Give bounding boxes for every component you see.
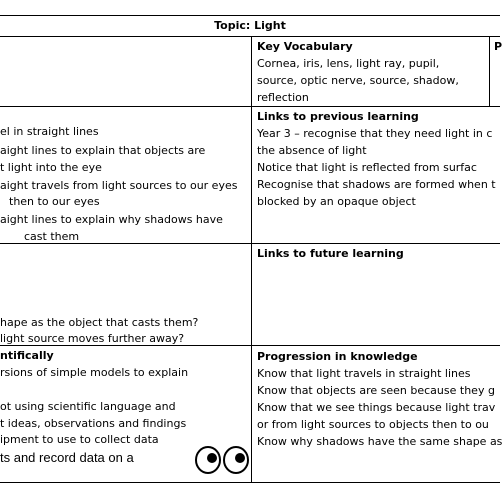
working-scientifically-line: ipment to use to collect data: [0, 433, 159, 446]
future-learning-heading: Links to future learning: [257, 247, 404, 260]
table-top-border: [0, 15, 500, 16]
objective-line: aight travels from light sources to our eyes: [0, 179, 238, 192]
objective-line: then to our eyes: [9, 195, 100, 208]
column-divider: [251, 36, 252, 482]
progression-line: Know why shadows have the same shape as: [257, 435, 502, 448]
objective-line: el in straight lines: [0, 125, 99, 138]
topic-row-border: [0, 36, 500, 37]
objective-line: aight lines to explain why shadows have: [0, 213, 223, 226]
progression-heading: Progression in knowledge: [257, 350, 418, 363]
question-line: hape as the object that casts them?: [0, 316, 199, 329]
objective-line: cast them: [24, 230, 80, 243]
previous-learning-heading: Links to previous learning: [257, 110, 419, 123]
previous-learning-line: Recognise that shadows are formed when t: [257, 178, 496, 191]
objective-line: aight lines to explain that objects are: [0, 144, 206, 157]
working-scientifically-line: rsions of simple models to explain: [0, 366, 189, 379]
previous-learning-line: blocked by an opaque object: [257, 195, 416, 208]
key-vocabulary-heading: Key Vocabulary: [257, 40, 353, 53]
question-line: light source moves further away?: [0, 332, 185, 345]
vocab-right-divider: [489, 36, 490, 106]
googly-eyes-icon: [193, 442, 251, 476]
previous-learning-line: Year 3 – recognise that they need light in c: [257, 127, 493, 140]
working-scientifically-heading: ntifically: [0, 349, 54, 362]
progression-line: Know that we see things because light trav: [257, 401, 496, 414]
progression-line: or from light sources to objects then to ou: [257, 418, 489, 431]
working-scientifically-line: ts and record data on a: [0, 450, 134, 465]
objective-line: t light into the eye: [0, 161, 102, 174]
progression-line: Know that objects are seen because they g: [257, 384, 495, 397]
progression-line: Know that light travels in straight lines: [257, 367, 471, 380]
previous-learning-line: the absence of light: [257, 144, 367, 157]
vocabulary-line: reflection: [257, 91, 309, 104]
working-scientifically-line: ot using scientific language and: [0, 400, 176, 413]
previous-learning-line: Notice that light is reflected from surfac: [257, 161, 477, 174]
working-scientifically-line: t ideas, observations and findings: [0, 417, 187, 430]
table-bottom-border: [0, 482, 500, 483]
vocabulary-line: Cornea, iris, lens, light ray, pupil,: [257, 57, 440, 70]
row1-bottom-border: [0, 106, 500, 107]
topic-title: Topic: Light: [214, 19, 286, 32]
vocabulary-line: source, optic nerve, source, shadow,: [257, 74, 459, 87]
cut-off-heading: P: [494, 40, 502, 53]
